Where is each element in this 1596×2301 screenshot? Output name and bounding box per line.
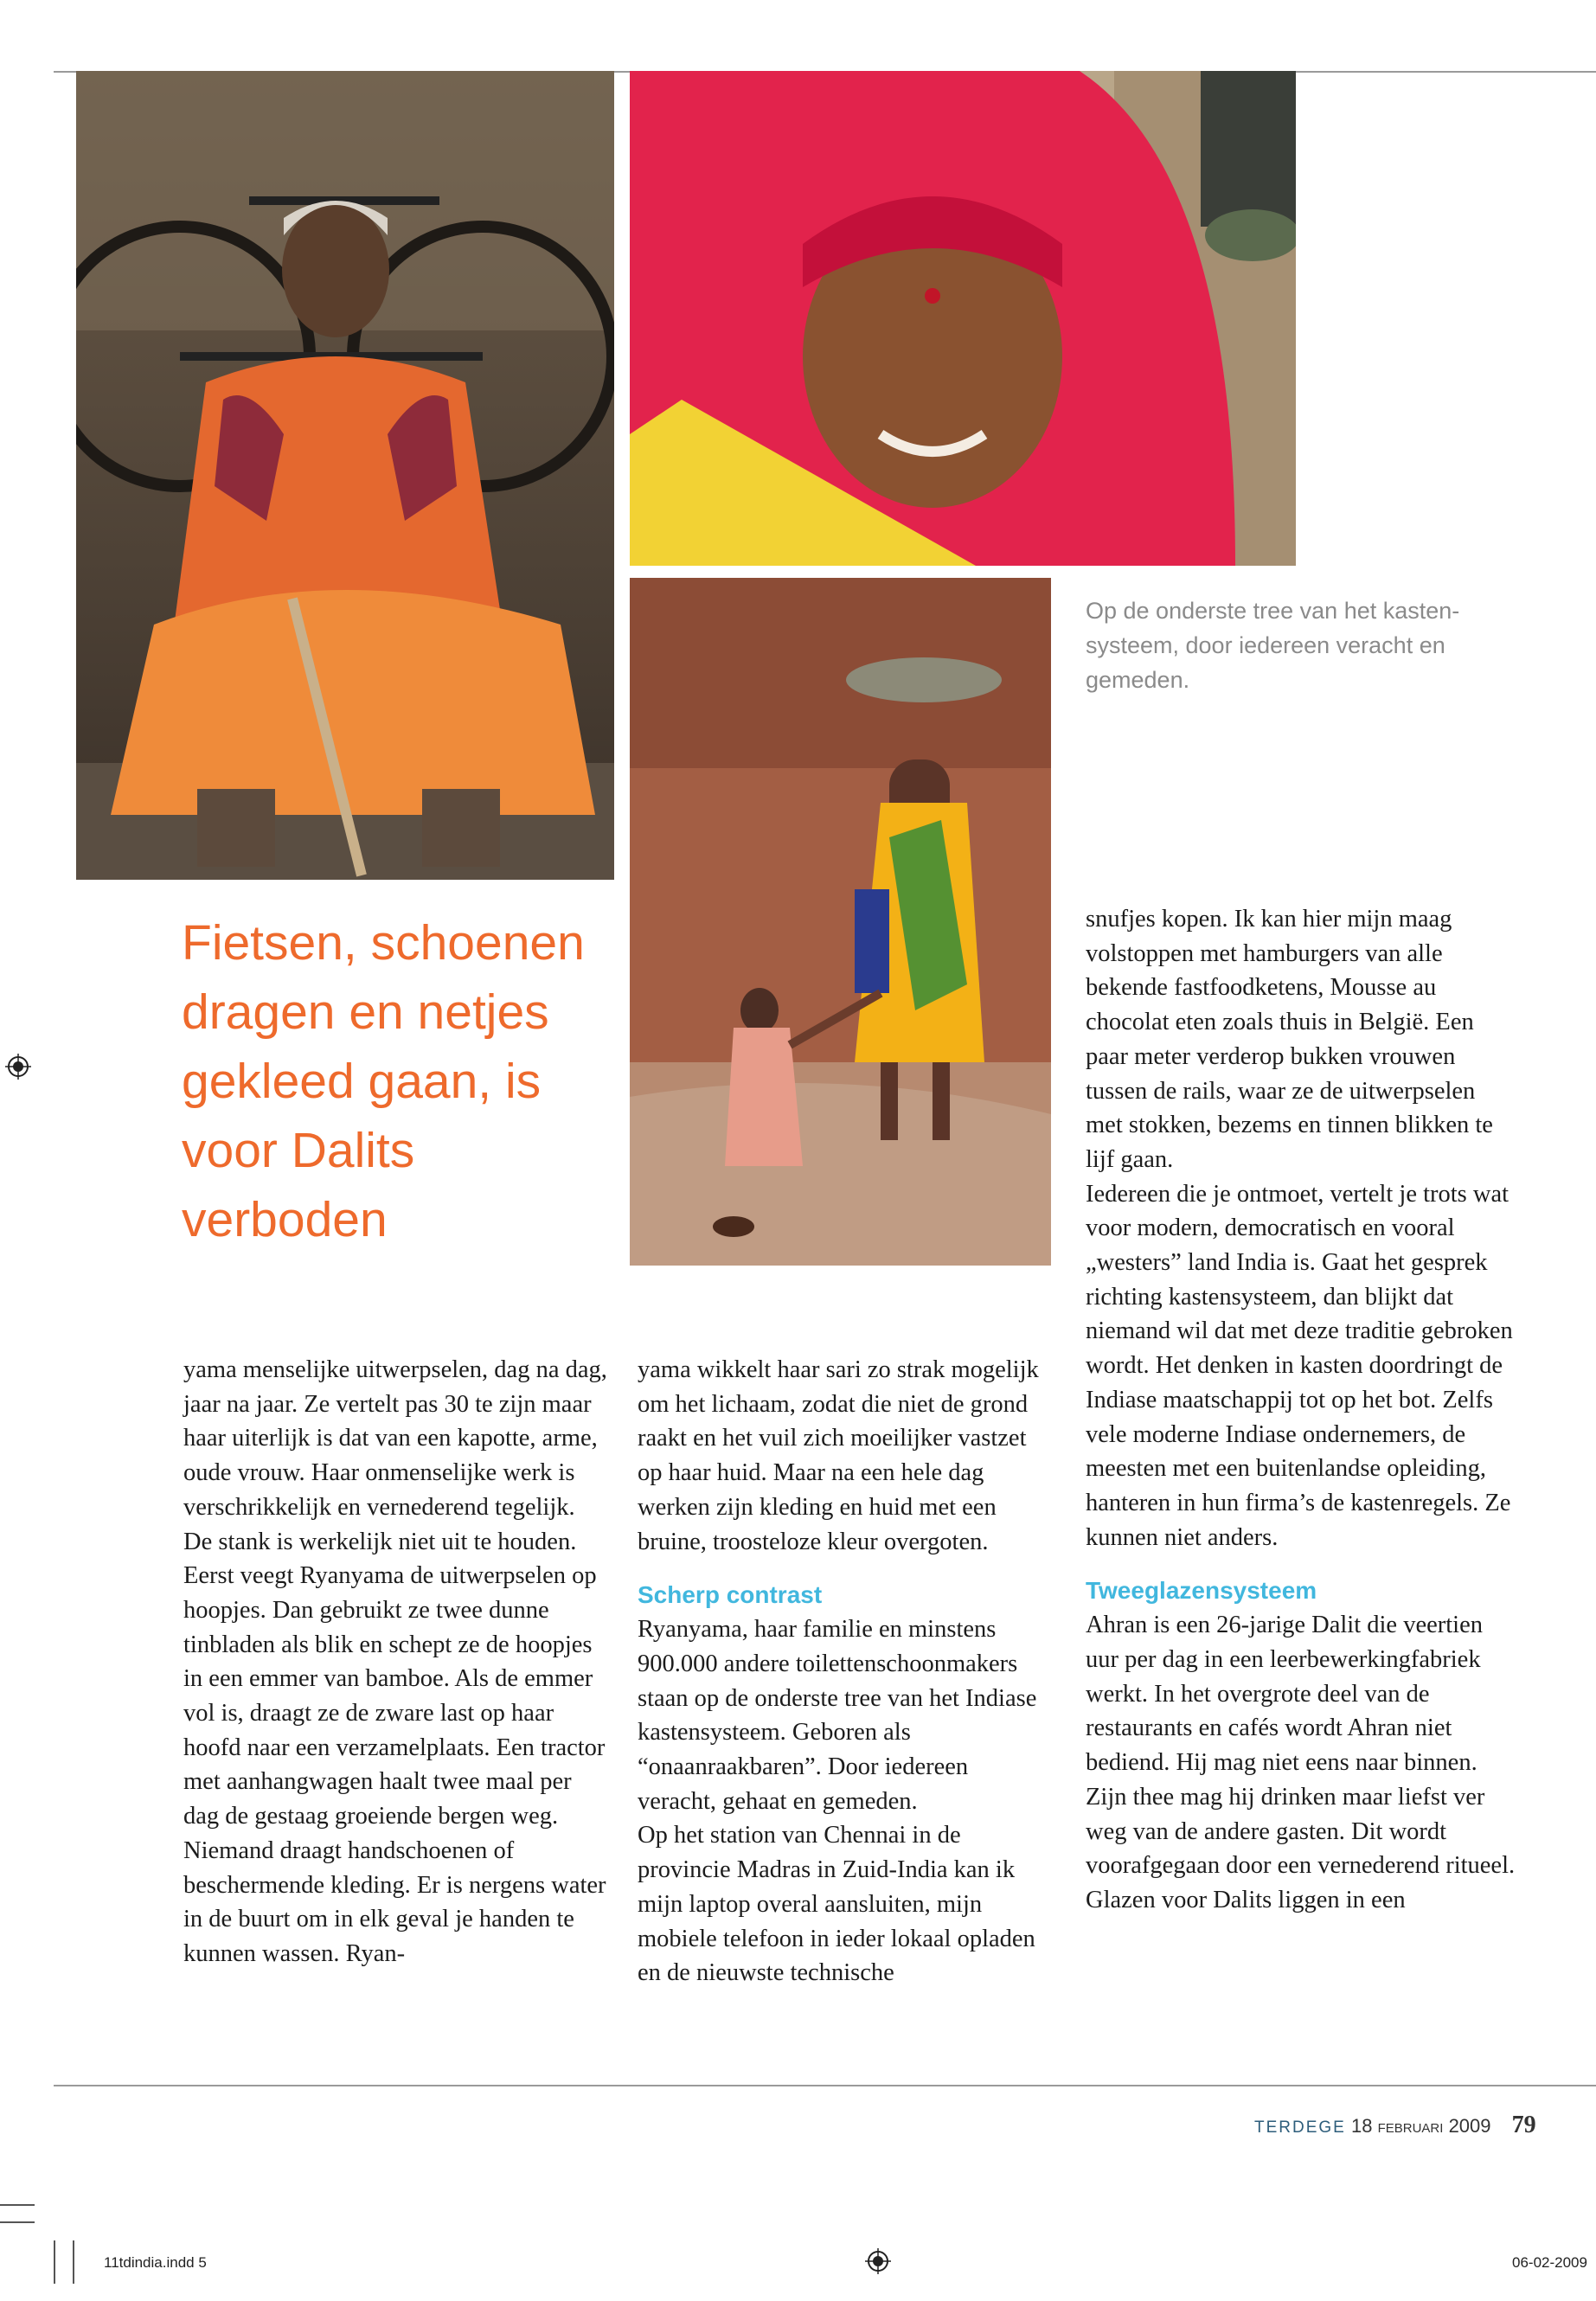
photo-woman-pink-scarf bbox=[630, 71, 1296, 566]
slug-filename: 11tdindia.indd 5 bbox=[104, 2254, 207, 2271]
issue-month: februari bbox=[1377, 2115, 1444, 2137]
pull-quote-line: verboden bbox=[182, 1192, 388, 1247]
article-paragraph: Ryanyama, haar familie en minstens 900.000 andere toilettenschoonmakers staan op de onderste tree van het Indiase kastensysteem. Geboren als “onaanraakbaren”. Door iedereen veracht, gehaat en gemeden. bbox=[638, 1616, 1037, 1815]
article-column-2 bbox=[638, 1353, 1053, 1990]
pull-quote-line: gekleed gaan, is bbox=[182, 1054, 542, 1109]
article-paragraph: Op het station van Chennai in de provincie Madras in Zuid-India kan ik mijn laptop overal aansluiten, mijn mobiele telefoon in ieder lokaal opladen en de nieuwste technische bbox=[638, 1822, 1035, 1987]
subheading: Scherp contrast bbox=[638, 1581, 823, 1609]
caption-line: Op de onderste tree van het kasten- bbox=[1086, 598, 1460, 624]
crop-mark bbox=[73, 2240, 74, 2284]
caption-line: gemeden. bbox=[1086, 667, 1190, 693]
article-paragraph: yama menselijke uitwerpselen, dag na dag, jaar na jaar. Ze vertelt pas 30 te zijn maar haar uiterlijk is dat van een kapotte, arme, oude vrouw. Haar onmenselijke werk is verschrikkelijk en vernederend tegelijk. De stank is werkelijk niet uit te houden. bbox=[183, 1356, 607, 1555]
photo-elderly-woman bbox=[76, 71, 614, 880]
article-column-3 bbox=[1086, 902, 1518, 1918]
article-paragraph: Ahran is een 26-jarige Dalit die veertien uur per dag in een leerbewerkingfabriek werkt. In het overgrote deel van de restaurants en cafés wordt Ahran niet bediend. Hij mag niet eens naar binnen. Zijn thee mag hij drinken maar liefst ver weg van de andere gasten. Dit wordt voorafgegaan door een vernederend ritueel. Glazen voor Dalits liggen in een bbox=[1086, 1612, 1516, 1913]
caption-line: systeem, door iedereen veracht en bbox=[1086, 632, 1445, 658]
pull-quote-line: dragen en netjes bbox=[182, 984, 549, 1040]
registration-mark-icon bbox=[5, 1054, 31, 1080]
article-paragraph: Iedereen die je ontmoet, vertelt je trots wat voor modern, democratisch en vooral „westers” land India is. Gaat het gesprek richting kastensysteem, dan blijkt dat niemand wil dat met deze traditie gebroken wordt. Het denken in kasten doordringt de Indiase maatschappij tot op het bot. Zelfs vele moderne Indiase ondernemers, de meesten met een buitenlandse opleiding, hanteren in hun firma’s de kastenregels. Ze kunnen niet anders. bbox=[1086, 1180, 1513, 1551]
photo-caption bbox=[1086, 593, 1484, 697]
magazine-name: TERDEGE bbox=[1254, 2118, 1346, 2137]
pull-quote-line: Fietsen, schoenen bbox=[182, 915, 585, 971]
photo-woman-with-child bbox=[630, 578, 1051, 1266]
page-footer bbox=[1254, 2112, 1596, 2139]
pull-quote bbox=[182, 908, 614, 1254]
crop-mark bbox=[54, 2240, 55, 2284]
page-number: 79 bbox=[1511, 2112, 1536, 2138]
subheading: Tweeglazensysteem bbox=[1086, 1577, 1317, 1605]
pull-quote-line: voor Dalits bbox=[182, 1123, 415, 1178]
issue-day: 18 bbox=[1350, 2115, 1373, 2137]
article-paragraph: Eerst veegt Ryanyama de uitwerpselen op hoopjes. Dan gebruikt ze twee dunne tinbladen als blik en schept ze de hoopjes in een emmer van bamboe. Als de emmer vol is, draagt ze de zware last op haar hoofd naar een verzamelplaats. Een tractor met aanhangwagen haalt twee maal per dag de gestaag groeiende bergen weg. Niemand draagt handschoenen of beschermende kleding. Er is nergens water in de buurt om in elk geval je handen te kunnen wassen. Ryan- bbox=[183, 1562, 606, 1967]
article-paragraph: yama wikkelt haar sari zo strak mogelijk om het lichaam, zodat die niet de grond raakt en het vuil zich moeilijker vastzet op haar huid. Maar na een hele dag werken zijn kleding en huid met een bruine, troosteloze kleur overgoten. bbox=[638, 1356, 1039, 1555]
issue-year: 2009 bbox=[1448, 2115, 1491, 2137]
slug-date: 06-02-2009 bbox=[1512, 2254, 1587, 2271]
registration-mark-icon bbox=[865, 2248, 891, 2274]
article-paragraph: snufjes kopen. Ik kan hier mijn maag volstoppen met hamburgers van alle bekende fastfoodketens, Mousse au chocolat eten zoals thuis in België. Een paar meter verderop bukken vrouwen tussen de rails, waar ze de uitwerpselen met stokken, bezems en tinnen blikken te lijf gaan. bbox=[1086, 906, 1493, 1173]
page-trim-bottom bbox=[54, 2085, 1596, 2086]
crop-mark bbox=[0, 2221, 35, 2223]
crop-mark bbox=[0, 2204, 35, 2206]
article-column-1 bbox=[183, 1353, 607, 1971]
